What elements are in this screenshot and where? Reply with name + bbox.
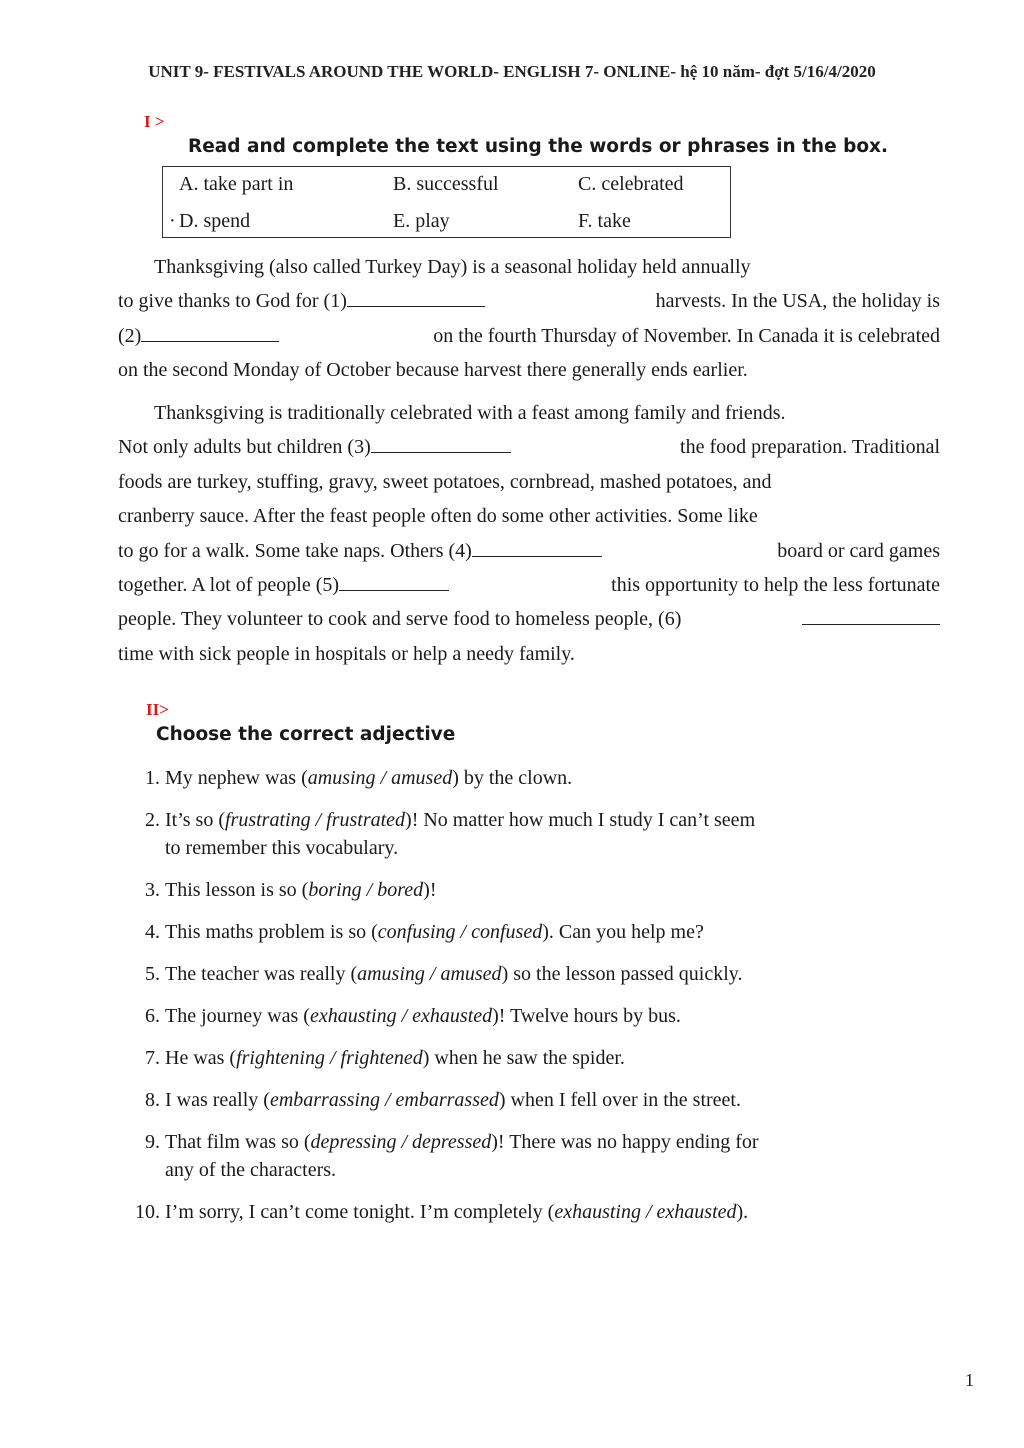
adjective-choice[interactable]: exhausting / exhausted [554,1201,737,1223]
item-text: )! There was no happy ending for [491,1131,759,1153]
item-text: The journey was ( [165,1005,310,1027]
text-line: Thanksgiving is traditionally celebrated with a feast among family and friends. [154,402,786,424]
blank-1[interactable] [347,284,485,307]
item-number: 3. [145,879,160,901]
adjective-choice[interactable]: confusing / confused [377,921,543,943]
page-number: 1 [965,1370,974,1390]
item-number: 4. [145,921,160,943]
item-text: This lesson is so ( [165,879,309,901]
item-number: 10. [135,1201,160,1223]
adjective-choice[interactable]: frustrating / frustrated [225,809,406,831]
word-box [162,166,731,238]
text-line: on the second Monday of October because harvest there generally ends earlier. [118,359,748,382]
text-line: cranberry sauce. After the feast people often do some other activities. Some like [118,505,758,528]
adjective-choice[interactable]: depressing / depressed [310,1131,492,1153]
section-2-title: Choose the correct adjective [156,724,456,745]
item-text: to remember this vocabulary. [165,837,399,859]
text-line: on the fourth Thursday of November. In Canada it is celebrated [433,324,940,347]
item-text: ) when I fell over in the street. [498,1089,741,1111]
text-line: to go for a walk. Some take naps. Others (4) [118,539,472,562]
blank-4[interactable] [472,534,602,557]
item-text: ). Can you help me? [542,921,704,943]
item-text: I’m sorry, I can’t come tonight. I’m completely ( [165,1201,555,1223]
document-header: UNIT 9- FESTIVALS AROUND THE WORLD- ENGLISH 7- ONLINE- hệ 10 năm- đợt 5/16/4/2020 [148,62,876,81]
item-number: 7. [145,1047,160,1069]
item-text: any of the characters. [165,1159,337,1181]
item-number: 5. [145,963,160,985]
item-text: ) by the clown. [452,767,573,789]
section-2-marker: II> [146,700,169,719]
word-option-d: D. spend [179,210,251,232]
text-line: the food preparation. Traditional [680,436,940,459]
paragraph-2 [118,396,940,671]
item-text: ). [736,1201,749,1223]
blank-5[interactable] [339,568,449,591]
word-option-e: E. play [393,210,450,232]
blank-2[interactable] [141,319,279,342]
blank-3[interactable] [371,430,511,453]
item-text: The teacher was really ( [165,963,358,985]
text-line: together. A lot of people (5) [118,573,340,596]
box-bullet-mark: · [169,210,176,232]
adjective-choice[interactable]: amusing / amused [307,767,453,789]
item-text: ) when he saw the spider. [422,1047,625,1069]
text-line: foods are turkey, stuffing, gravy, sweet potatoes, cornbread, mashed potatoes, and [118,470,772,493]
item-text: ) so the lesson passed quickly. [501,963,743,985]
blank-6[interactable] [802,602,940,625]
adjective-choice[interactable]: embarrassing / embarrassed [269,1089,499,1111]
adjective-choice[interactable]: exhausting / exhausted [309,1005,493,1027]
item-number: 8. [145,1089,160,1111]
item-text: That film was so ( [165,1131,311,1153]
item-number: 6. [145,1005,160,1027]
item-number: 9. [145,1131,160,1153]
text-line: board or card games [777,539,940,562]
word-option-b: B. successful [393,173,499,195]
word-option-f: F. take [578,210,631,232]
item-text: )! Twelve hours by bus. [492,1005,681,1027]
text-line: Thanksgiving (also called Turkey Day) is a seasonal holiday held annually [154,256,751,278]
text-line: this opportunity to help the less fortunate [611,573,940,596]
item-text: This maths problem is so ( [165,921,378,943]
adjective-choice[interactable]: amusing / amused [357,963,502,985]
text-line: Not only adults but children (3) [118,436,371,459]
text-line: to give thanks to God for (1) [118,290,347,313]
item-text: I was really ( [165,1089,270,1111]
word-option-c: C. celebrated [578,173,684,195]
item-text: It’s so ( [165,809,225,831]
item-text: He was ( [165,1047,237,1069]
text-line: (2) [118,324,142,347]
item-text: )! [423,879,437,901]
text-line: harvests. In the USA, the holiday is [655,290,940,313]
text-line: people. They volunteer to cook and serve food to homeless people, (6) [118,608,682,631]
item-number: 2. [145,809,160,831]
item-text: My nephew was ( [165,767,308,789]
paragraph-1 [118,250,940,388]
item-number: 1. [145,767,160,789]
adjective-choice[interactable]: frightening / frightened [236,1047,423,1069]
text-line: time with sick people in hospitals or help a needy family. [118,642,575,665]
section-1-title: Read and complete the text using the words or phrases in the box. [188,136,888,157]
item-text: )! No matter how much I study I can’t seem [405,809,756,831]
word-option-a: A. take part in [179,173,294,195]
section-1-marker: I > [144,112,165,131]
adjective-choice[interactable]: boring / bored [308,879,424,901]
